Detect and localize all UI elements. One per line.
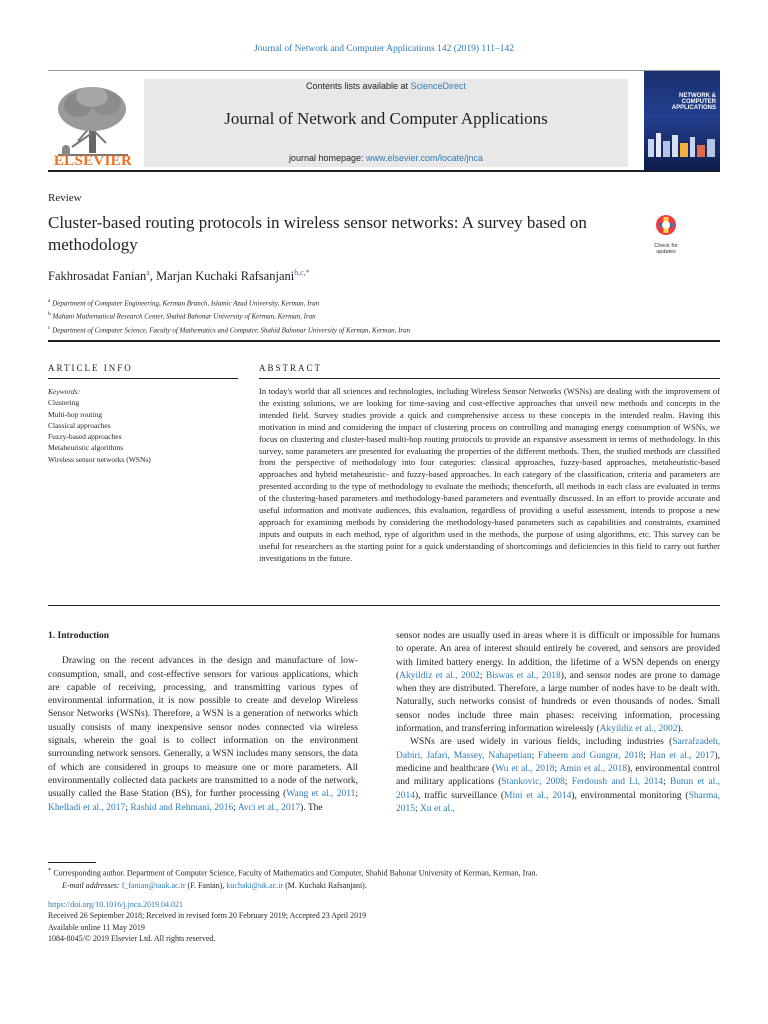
citation-link[interactable]: Butun et al., 2014 bbox=[396, 777, 720, 801]
crossmark-label: Check for updates bbox=[654, 243, 678, 255]
check-for-updates-badge[interactable] bbox=[646, 214, 686, 256]
homepage-line: journal homepage: www.elsevier.com/locate/jnca bbox=[288, 153, 484, 163]
corresponding-author-footnote: * Corresponding author. Department of Computer Science, Faculty of Mathematics and Computer, Shahid Bahonar University of Kerman, Kerman, Iran. E-mail addresses: f_fanian@iauk.ac.ir (F. Fanian), kuchaki@uk.ac.ir (M. Kuchaki Rafsanjani). bbox=[48, 867, 538, 890]
article-info-heading: ARTICLE INFO bbox=[48, 363, 133, 373]
affiliation-item: $^b$ Mahani Mathematical Research Center, Shahid Bahonar University of Kerman, Kerman, Iran bbox=[48, 311, 316, 321]
masthead bbox=[48, 70, 720, 172]
citation-link[interactable]: Akyildiz et al., 2002 bbox=[399, 670, 480, 681]
journal-banner bbox=[144, 79, 628, 167]
affiliation-item: $^a$ Department of Computer Engineering, Kerman Branch, Islamic Azad University, Kerman, Iran bbox=[48, 298, 320, 308]
affiliation-link[interactable]: b,c, bbox=[294, 268, 306, 277]
affiliation-item: $^c$ Department of Computer Science, Faculty of Mathematics and Computer, Shahid Bahonar University of Kerman, Kerman, Iran bbox=[48, 324, 411, 334]
publication-info bbox=[48, 899, 366, 944]
citation-link[interactable]: Sharma, 2015 bbox=[396, 790, 720, 814]
received-dates: Received 26 September 2018; Received in revised form 20 February 2019; Accepted 23 April 2019 bbox=[48, 911, 367, 921]
citation-link[interactable]: Sarrafzadeh, Dabiri, Jafari, Massey, Nahapetian bbox=[396, 737, 720, 761]
body-column-right bbox=[396, 630, 720, 816]
citation-link[interactable]: Stankovic, 2008 bbox=[501, 777, 565, 788]
cover-title: NETWORK & COMPUTER APPLICATIONS bbox=[671, 93, 716, 111]
journal-cover-thumbnail[interactable] bbox=[644, 71, 720, 171]
abstract-text: In today's world that all sciences and technologies, including Wireless Sensor Networks (WSNs) are dealing with the improvement of the existing solutions, we are looking for time-saving and cost-effective approaches that unveil new methods and concepts in the intended field. Survey studies provide a quick and comprehensive access to these concepts in the intended realm. Having this motivation in mind and considering the impact of clustering process on controlling and managing energy consumption of WSNs, we focus on clustering and cluster-based multi-hop routing protocols to provide an expansive assessment in terms of methodology. In this survey, some parameters are presented for evaluating the properties of the different methods. Then, the studied methods are classified from the perspective of methodology into four categories: classical approaches, fuzzy-based approaches, metaheuristic-based approaches and hybrid metaheuristic- and fuzzy-based approaches. In each category of the classification, criteria and parameters are presented according to the type of methodology to evaluate the methods; thenceforth, all methods in each class are evaluated in terms of the clustering-based parameters and methodology-based parameters and eventually discussed. In an effort to provide accurate and useful information and motivate audiences, this evaluation, regardless of providing a useful assessment, intends to propose a new approach for examining methods by considering the methodology-based parameters such as capabilities and constraints, examined inputs and outputs in each method, type of algorithm used in the methods, the purpose of using algorithms, etc. This survey can be useful for researchers as the starting point for a quick understanding of shortcomings and deficiencies in this field to carry out further investigations in the future. bbox=[259, 386, 720, 563]
citation-link[interactable]: Amin et al., 2018 bbox=[559, 763, 628, 774]
citation-link[interactable]: Mini et al., 2014 bbox=[504, 790, 572, 801]
homepage-link[interactable]: www.elsevier.com/locate/jnca bbox=[366, 153, 484, 163]
doi-link[interactable]: https://doi.org/10.1016/j.jnca.2019.04.021 bbox=[48, 900, 183, 909]
article-type: Review bbox=[48, 192, 82, 204]
divider bbox=[259, 378, 720, 379]
keyword-item: Multi-hop routing bbox=[48, 409, 102, 419]
keywords-label: Keywords: bbox=[48, 387, 81, 396]
citation-link[interactable]: Akyildiz et al., 2002 bbox=[599, 724, 678, 735]
divider bbox=[48, 378, 238, 379]
citation-link[interactable]: Wang et al., 2011 bbox=[286, 789, 356, 800]
journal-citation[interactable]: Journal of Network and Computer Applications 142 (2019) 111–142 bbox=[254, 44, 514, 54]
body-paragraph: WSNs are used widely in various fields, including industries (Sarrafzadeh, Dabiri, Jafari, Massey, Nahapetian; Faheem and Gungor, 2018; Han et al., 2017), medicine and healthcare (Wu et al., 2018; Amin et al., 2018), environmental control and military applications (Stankovic, 2008; Ferdoush and Li, 2014; Butun et al., 2014), traffic surveillance (Mini et al., 2014), environmental monitoring (Sharma, 2015; Xu et al., bbox=[396, 737, 721, 814]
citation-link[interactable]: Khelladi et al., 2017 bbox=[48, 802, 126, 813]
email-link[interactable]: kuchaki@uk.ac.ir bbox=[226, 880, 284, 890]
journal-title: Journal of Network and Computer Applications bbox=[224, 109, 548, 128]
sciencedirect-link[interactable]: ScienceDirect bbox=[410, 81, 467, 91]
citation-link[interactable]: Biswas et al., 2018 bbox=[485, 670, 561, 681]
keyword-item: Wireless sensor networks (WSNs) bbox=[48, 454, 151, 464]
cover-image bbox=[648, 129, 716, 157]
corresponding-author-mark[interactable]: * bbox=[305, 268, 310, 277]
citation-link[interactable]: Faheem and Gungor, 2018 bbox=[538, 750, 644, 761]
citation-link[interactable]: Avci et al., 2017 bbox=[237, 802, 301, 813]
crossmark-icon bbox=[655, 214, 677, 238]
contents-line: Contents lists available at ScienceDirect bbox=[305, 81, 467, 91]
footnote-divider bbox=[48, 862, 96, 863]
email-link[interactable]: f_fanian@iauk.ac.ir bbox=[121, 880, 186, 890]
author-name: Fakhrosadat Fanian bbox=[48, 269, 147, 284]
affiliation-link[interactable]: a bbox=[146, 268, 150, 277]
citation-link[interactable]: Xu et al., bbox=[420, 803, 455, 814]
citation-link[interactable]: Rashid and Rehmani, 2016 bbox=[130, 802, 234, 813]
section-heading: 1. Introduction bbox=[48, 631, 110, 641]
body-column-left bbox=[48, 630, 358, 815]
citation-link[interactable]: Ferdoush and Li, 2014 bbox=[571, 777, 664, 788]
keyword-item: Classical approaches bbox=[48, 420, 111, 430]
divider bbox=[48, 605, 720, 606]
author-name: Marjan Kuchaki Rafsanjani bbox=[156, 269, 295, 284]
keyword-item: Fuzzy-based approaches bbox=[48, 432, 122, 442]
publisher-wordmark: ELSEVIER bbox=[53, 153, 133, 169]
keyword-item: Clustering bbox=[48, 398, 80, 408]
abstract-heading: ABSTRACT bbox=[259, 363, 323, 373]
article-title: Cluster-based routing protocols in wireless sensor networks: A survey based on methodology bbox=[48, 213, 587, 254]
keyword-item: Metaheuristic algorithms bbox=[48, 443, 124, 453]
body-paragraph: Drawing on the recent advances in the design and manufacture of low-consumption, small, and cost-effective sensors for various applications, which are capable of receiving, processing, and transmitting various types of environmental information, it is now possible to create and develop Wireless Sensor Networks (WSNs). Therefore, a WSN is a generation of networks which usually consists of many inexpensive sensor nodes connected via wireless signals, wherein the goal is to collect information on the environment surrounding network sensors. Generally, a WSN includes many sensors, the data of which are considered in groups to measure one or more parameters. All environmentally collected data packets are transmitted to a node of the network, usually called the Base Station (BS), for further processing (Wang et al., 2011; Khelladi et al., 2017; Rashid and Rehmani, 2016; Avci et al., 2017). The bbox=[48, 656, 358, 813]
body-paragraph: sensor nodes are usually used in areas where it is difficult or impossible for humans to operate. An area of interest should entirely be covered, and sensors are provided with limited battery energy. In addition, the lifetime of a WSN depends on energy (Akyildiz et al., 2002; Biswas et al., 2018), and sensor nodes are prone to damage when they are distributed. Therefore, a large number of nodes have to be dealt with. Naturally, such networks consist of hundreds or even thousands of nodes. Small sensor nodes include three main phases: receiving information, processing information, and transferring information wirelessly (Akyildiz et al., 2002). bbox=[396, 631, 720, 735]
online-date: Available online 11 May 2019 bbox=[48, 922, 145, 932]
copyright: 1084-8045/© 2019 Elsevier Ltd. All rights reserved. bbox=[48, 933, 216, 943]
citation-link[interactable]: Wu et al., 2018 bbox=[495, 763, 555, 774]
author-list: Fakhrosadat Fanian$^a$, Marjan Kuchaki Rafsanjani$^{b,c,*}$ bbox=[48, 268, 310, 284]
citation-link[interactable]: Han et al., 2017 bbox=[649, 750, 715, 761]
keywords-block bbox=[48, 386, 238, 465]
affiliation-list bbox=[48, 296, 410, 336]
divider bbox=[48, 340, 720, 342]
